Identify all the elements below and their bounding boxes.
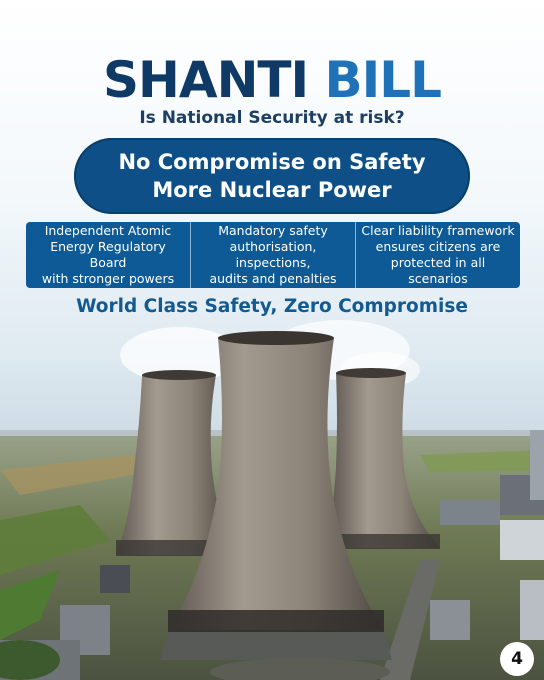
feature-text: Clear liability framework [361, 223, 515, 238]
feature-text: audits and penalties [209, 271, 337, 286]
feature-regulatory-board [26, 222, 190, 288]
feature-text: authorisation, inspections, [229, 239, 317, 270]
tagline: World Class Safety, Zero Compromise [76, 296, 468, 317]
pill-line1: No Compromise on Safety [118, 150, 426, 174]
poster-title [0, 52, 544, 108]
feature-text: protected in all scenarios [390, 255, 486, 286]
page-number-badge: 4 [500, 642, 534, 676]
feature-text: Mandatory safety [218, 223, 328, 238]
feature-safety-authorisation [190, 222, 355, 288]
title-part1: SHANTI [103, 51, 309, 109]
pill-line2: More Nuclear Power [152, 178, 392, 202]
subtitle: Is National Security at risk? [139, 108, 405, 128]
cooling-towers-photo [0, 300, 544, 680]
feature-text: with stronger powers [41, 271, 175, 286]
title-part2: BILL [324, 51, 441, 109]
feature-text: Independent Atomic [44, 223, 172, 238]
feature-text: ensures citizens are [375, 239, 501, 254]
feature-text: Energy Regulatory Board [50, 239, 166, 270]
headline-pill [74, 138, 470, 214]
feature-liability-framework [355, 222, 520, 288]
features-box [26, 222, 520, 288]
